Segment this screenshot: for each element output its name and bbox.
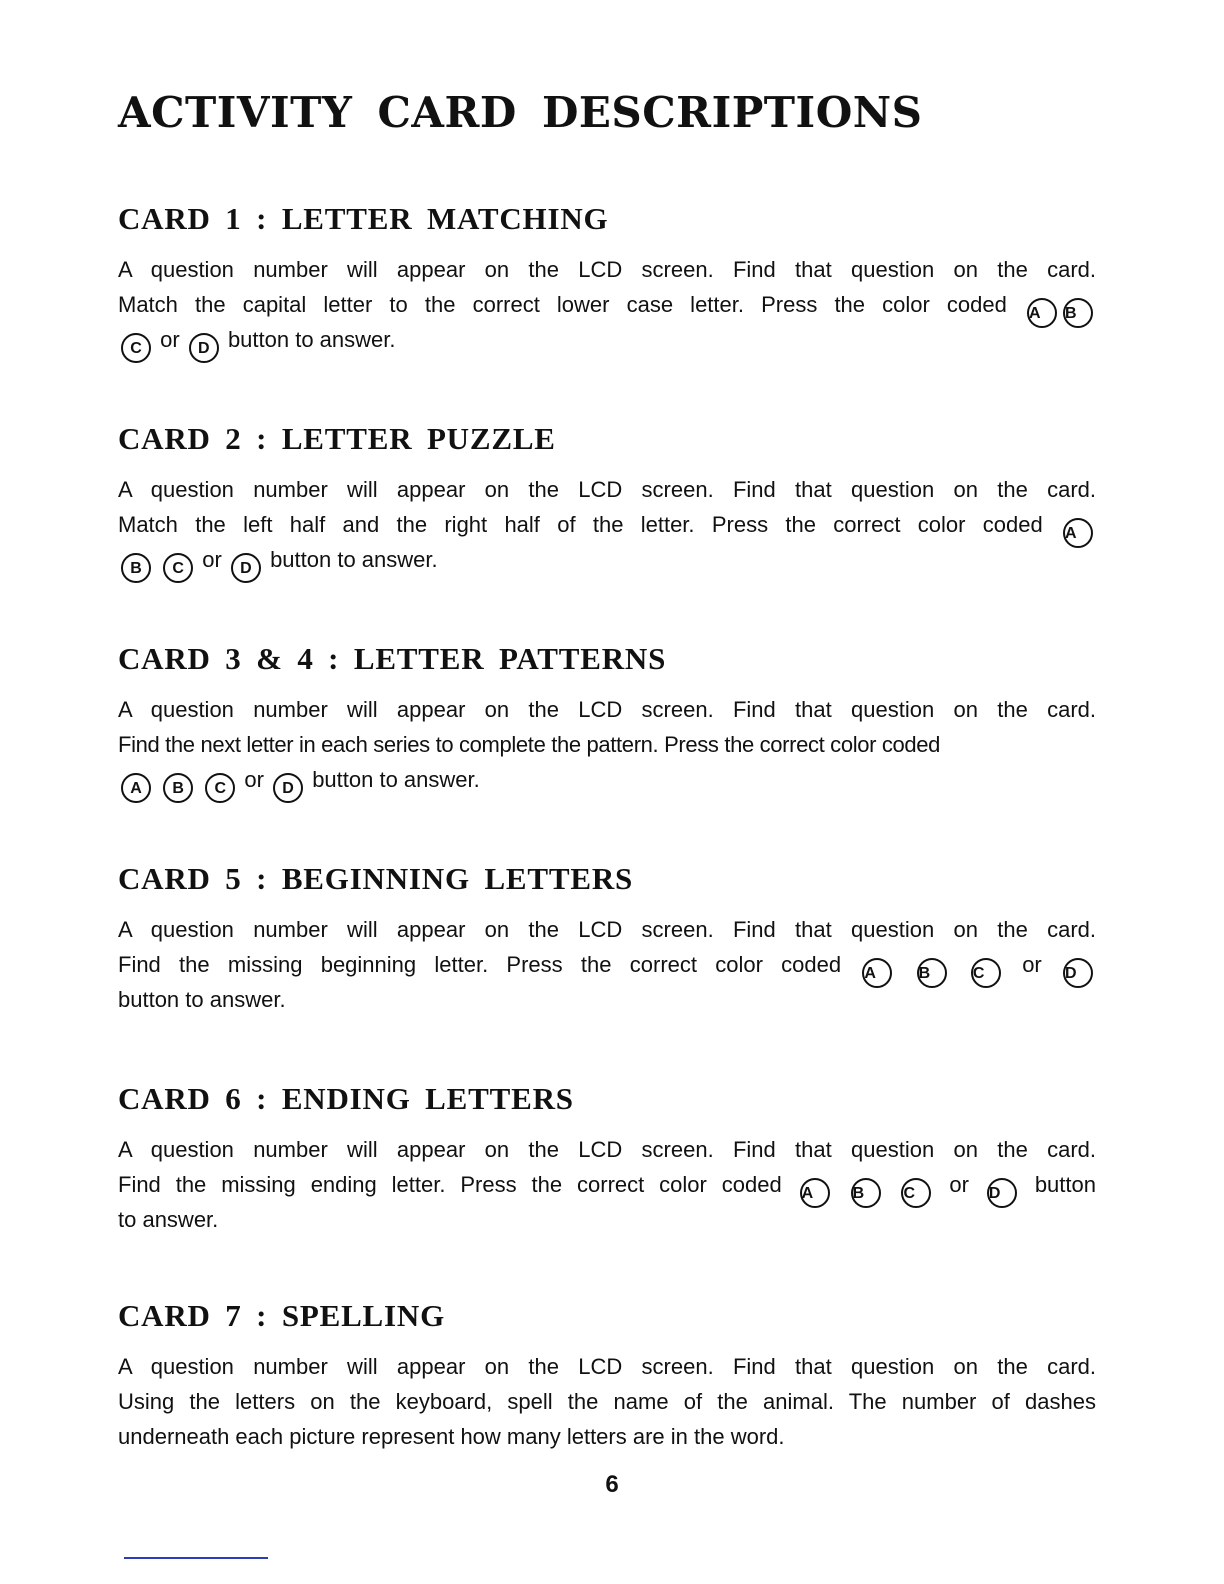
card-5-section [118,860,1096,1017]
card-7-description [118,1349,1096,1454]
card-2-description [118,472,1096,577]
card-3-4-line-2: Find the next letter in each series to complete the pattern. Press the correct color coded [118,732,941,757]
button-a-icon: A [121,773,151,803]
footer-rule [124,1557,268,1559]
button-b-icon: B [1063,298,1093,328]
card-7-heading: CARD 7 : SPELLING [118,1298,445,1333]
card-1-section [118,200,1096,357]
card-3-4-description [118,692,1096,797]
card-1-description [118,252,1096,357]
card-5-line-3: button to answer. [118,987,286,1012]
card-2-line-3: B C or D button to answer. [118,542,1096,577]
button-b-icon: B [121,553,151,583]
card-6-line-1: A question number will appear on the LCD screen. Find that question on the card. [118,1137,1096,1162]
button-c-icon: C [205,773,235,803]
card-7-line-3: underneath each picture represent how many letters are in the word. [118,1424,785,1449]
card-7-section [118,1297,1096,1454]
button-b-icon: B [851,1178,881,1208]
card-2-heading: CARD 2 : LETTER PUZZLE [118,421,556,456]
button-b-icon: B [917,958,947,988]
card-6-line-2: Find the missing ending letter. Press the correct color coded A B C or D button [118,1167,1096,1202]
card-5-line-2: Find the missing beginning letter. Press the correct color coded A B C or D [118,947,1096,982]
card-3-4-section [118,640,1096,797]
card-5-line-1: A question number will appear on the LCD screen. Find that question on the card. [118,917,1096,942]
card-5-description [118,912,1096,1017]
card-7-line-1: A question number will appear on the LCD screen. Find that question on the card. [118,1354,1096,1379]
button-d-icon: D [189,333,219,363]
card-2-line-1: A question number will appear on the LCD screen. Find that question on the card. [118,477,1096,502]
button-a-icon: A [862,958,892,988]
button-a-icon: A [800,1178,830,1208]
button-c-icon: C [901,1178,931,1208]
card-3-4-heading: CARD 3 & 4 : LETTER PATTERNS [118,641,667,676]
card-3-4-line-1: A question number will appear on the LCD screen. Find that question on the card. [118,697,1096,722]
card-6-description [118,1132,1096,1237]
button-b-icon: B [163,773,193,803]
page-title: ACTIVITY CARD DESCRIPTIONS [118,88,923,137]
button-a-icon: A [1027,298,1057,328]
button-c-icon: C [121,333,151,363]
button-d-icon: D [231,553,261,583]
button-d-icon: D [1063,958,1093,988]
card-1-line-2: Match the capital letter to the correct lower case letter. Press the color coded A B [118,287,1096,322]
card-6-line-3: to answer. [118,1207,219,1232]
card-5-heading: CARD 5 : BEGINNING LETTERS [118,861,634,896]
card-3-4-line-3: A B C or D button to answer. [118,762,1096,797]
card-6-heading: CARD 6 : ENDING LETTERS [118,1081,574,1116]
card-7-line-2: Using the letters on the keyboard, spell the name of the animal. The number of dashes [118,1389,1096,1414]
card-1-line-1: A question number will appear on the LCD screen. Find that question on the card. [118,257,1096,282]
page-number: 6 [605,1471,619,1498]
card-6-section [118,1080,1096,1237]
button-c-icon: C [163,553,193,583]
card-2-line-2: Match the left half and the right half of the letter. Press the correct color coded A [118,507,1096,542]
button-a-icon: A [1063,518,1093,548]
card-2-section [118,420,1096,577]
card-1-line-3: C or D button to answer. [118,322,1096,357]
button-c-icon: C [971,958,1001,988]
button-d-icon: D [273,773,303,803]
button-d-icon: D [987,1178,1017,1208]
card-1-heading: CARD 1 : LETTER MATCHING [118,201,609,236]
